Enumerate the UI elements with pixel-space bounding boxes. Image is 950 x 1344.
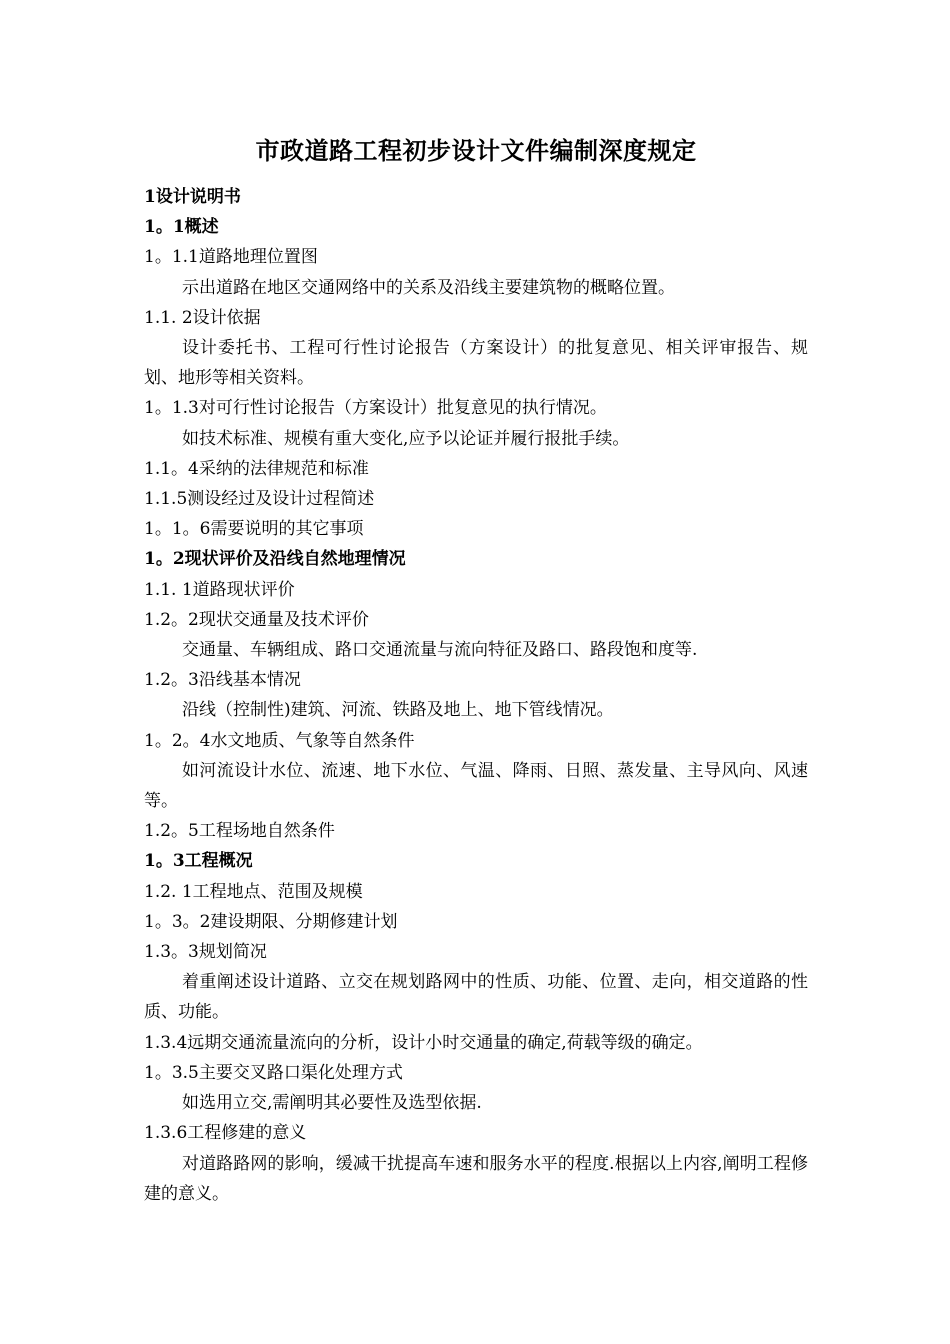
subheading-1-1-2: 1.1. 2设计依据 xyxy=(144,307,261,328)
paragraph-1-3-5: 如选用立交,需阐明其必要性及选型依据. xyxy=(182,1093,482,1114)
paragraph-1-1-2: 设计委托书、工程可行性讨论报告（方案设计）的批复意见、相关评审报告、规划、地形等相关资料。 xyxy=(144,338,808,389)
subheading-1-1-1: 1。1.1道路地理位置图 xyxy=(144,247,318,268)
heading-1: 1设计说明书 xyxy=(144,187,241,207)
paragraph-1-3-6: 对道路路网的影响，缓减干扰提高车速和服务水平的程度.根据以上内容,阐明工程修建的意义。 xyxy=(144,1153,808,1204)
paragraph-1-1-3: 如技术标准、规模有重大变化,应予以论证并履行报批手续。 xyxy=(182,428,630,449)
paragraph-1-2-4: 如河流设计水位、流速、地下水位、气温、降雨、日照、蒸发量、主导风向、风速等。 xyxy=(144,760,808,812)
subheading-1-3-3: 1.3。3规划简况 xyxy=(144,942,267,963)
subheading-1-3-5: 1。3.5主要交叉路口渠化处理方式 xyxy=(144,1062,403,1083)
paragraph-1-1-1: 示出道路在地区交通网络中的关系及沿线主要建筑物的概略位置。 xyxy=(182,277,675,298)
paragraph-1-3-3: 着重阐述设计道路、立交在规划路网中的性质、功能、位置、走向，相交道路的性质、功能。 xyxy=(144,972,808,1023)
subheading-1-3-1: 1.2. 1工程地点、范围及规模 xyxy=(144,881,363,902)
subheading-1-3-6: 1.3.6工程修建的意义 xyxy=(144,1123,307,1144)
subheading-1-1-6: 1。1。6需要说明的其它事项 xyxy=(144,519,364,540)
paragraph-1-2-3: 沿线（控制性)建筑、河流、铁路及地上、地下管线情况。 xyxy=(182,700,614,721)
subheading-1-3-2: 1。3。2建设期限、分期修建计划 xyxy=(144,911,398,932)
paragraph-1-2-2: 交通量、车辆组成、路口交通流量与流向特征及路口、路段饱和度等. xyxy=(182,640,698,661)
subheading-1-1-3: 1。1.3对可行性讨论报告（方案设计）批复意见的执行情况。 xyxy=(144,398,607,419)
subheading-1-2-1: 1.1. 1道路现状评价 xyxy=(144,579,295,600)
heading-1-1: 1。1概述 xyxy=(144,217,219,238)
subheading-1-2-3: 1.2。3沿线基本情况 xyxy=(144,670,301,691)
subheading-1-1-4: 1.1。4采纳的法律规范和标准 xyxy=(144,458,369,479)
subheading-1-2-2: 1.2。2现状交通量及技术评价 xyxy=(144,609,369,630)
document-body xyxy=(144,182,808,1209)
subheading-1-3-4: 1.3.4远期交通流量流向的分析，设计小时交通量的确定,荷载等级的确定。 xyxy=(144,1032,703,1053)
subheading-1-1-5: 1.1.5测设经过及设计过程简述 xyxy=(144,489,375,510)
heading-1-3: 1。3工程概况 xyxy=(144,851,253,872)
document-page xyxy=(144,128,808,1209)
document-title: 市政道路工程初步设计文件编制深度规定 xyxy=(255,137,697,165)
subheading-1-2-5: 1.2。5工程场地自然条件 xyxy=(144,821,335,842)
subheading-1-2-4: 1。2。4水文地质、气象等自然条件 xyxy=(144,730,415,751)
heading-1-2: 1。2现状评价及沿线自然地理情况 xyxy=(144,549,406,570)
